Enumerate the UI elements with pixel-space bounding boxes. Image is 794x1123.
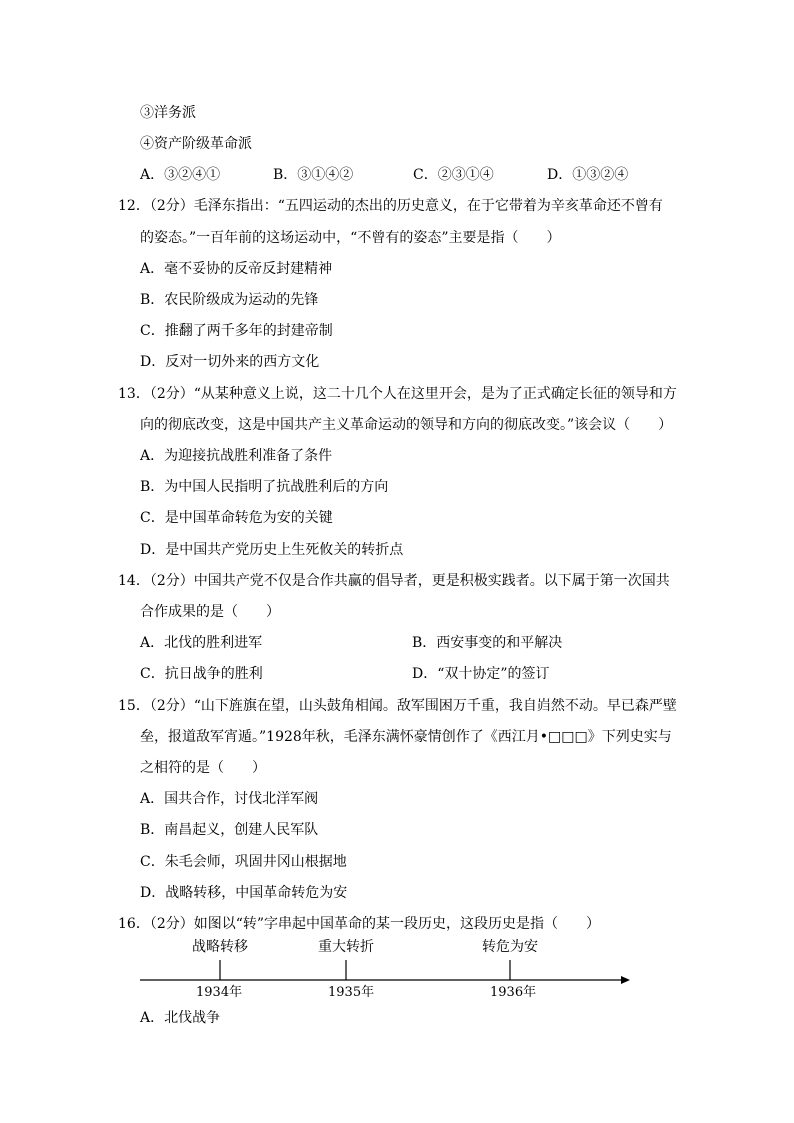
q12-option-b: B．农民阶级成为运动的先锋 <box>140 292 319 308</box>
q11-option-d: D．①③②④ <box>547 167 629 183</box>
q12-stem-line2: 的姿态。”一百年前的这场运动中，“不曾有的姿态”主要是指（ ） <box>140 230 561 246</box>
q11-item-3: ③洋务派 <box>140 105 196 121</box>
timeline-event-label-2: 重大转折 <box>318 939 374 955</box>
q16-option-a: A．北伐战争 <box>140 1010 221 1026</box>
timeline-year-2: 1935年 <box>328 985 375 1000</box>
timeline-event-label-3: 转危为安 <box>482 939 538 955</box>
q13-stem-line1: 13．（2分）“从某种意义上说，这二十几个人在这里开会，是为了正式确定长征的领导和方 <box>118 386 677 402</box>
q14-option-a: A．北伐的胜利进军 <box>140 635 263 651</box>
timeline-event-label-1: 战略转移 <box>192 939 248 955</box>
q12-option-c: C．推翻了两千多年的封建帝制 <box>140 323 333 339</box>
q13-stem-line2: 向的彻底改变，这是中国共产主义革命运动的领导和方向的彻底改变。”该会议（ ） <box>140 417 673 433</box>
timeline-year-1: 1934年 <box>196 985 243 1000</box>
q14-option-b: B．西安事变的和平解决 <box>412 635 563 651</box>
q15-option-d: D．战略转移，中国革命转危为安 <box>140 885 348 901</box>
q14-option-d: D．“双十协定”的签订 <box>412 666 550 682</box>
q13-option-c: C．是中国革命转危为安的关键 <box>140 510 333 526</box>
timeline-arrow-head <box>621 976 630 984</box>
q15-option-c: C．朱毛会师，巩固井冈山根据地 <box>140 854 347 870</box>
q12-stem-line1: 12．（2分）毛泽东指出：“五四运动的杰出的历史意义，在于它带着为辛亥革命还不曾有 <box>118 198 663 214</box>
q14-stem-line1: 14．（2分）中国共产党不仅是合作共赢的倡导者，更是积极实践者。以下属于第一次国共 <box>118 573 670 589</box>
q13-option-a: A．为迎接抗战胜利准备了条件 <box>140 448 333 464</box>
q11-option-a: A．③②④① <box>140 167 221 183</box>
q13-option-d: D．是中国共产党历史上生死攸关的转折点 <box>140 542 404 558</box>
q15-option-a: A．国共合作，讨伐北洋军阀 <box>140 791 319 807</box>
q14-option-c: C．抗日战争的胜利 <box>140 666 263 682</box>
q12-option-a: A．毫不妥协的反帝反封建精神 <box>140 261 333 277</box>
q11-option-c: C．②③①④ <box>413 167 494 183</box>
q13-option-b: B．为中国人民指明了抗战胜利后的方向 <box>140 479 389 495</box>
q14-stem-line2: 合作成果的是（ ） <box>140 604 280 620</box>
q11-option-b: B．③①④② <box>273 167 354 183</box>
q12-option-d: D．反对一切外来的西方文化 <box>140 354 320 370</box>
q15-stem-line1: 15．（2分）“山下旌旗在望，山头鼓角相闻。敌军围困万千重，我自岿然不动。早已森严壁 <box>118 698 677 714</box>
q15-option-b: B．南昌起义，创建人民军队 <box>140 822 319 838</box>
q15-stem-line3: 之相符的是（ ） <box>140 760 266 776</box>
q11-item-4: ④资产阶级革命派 <box>140 136 252 152</box>
q16-stem-line1: 16．（2分）如图以“转”字串起中国革命的某一段历史，这段历史是指（ ） <box>118 916 601 932</box>
q15-stem-line2: 垒，报道敌军宵遁。”1928年秋，毛泽东满怀豪情创作了《西江月•□□□》下列史实与 <box>140 729 672 745</box>
timeline-year-3: 1936年 <box>490 985 537 1000</box>
